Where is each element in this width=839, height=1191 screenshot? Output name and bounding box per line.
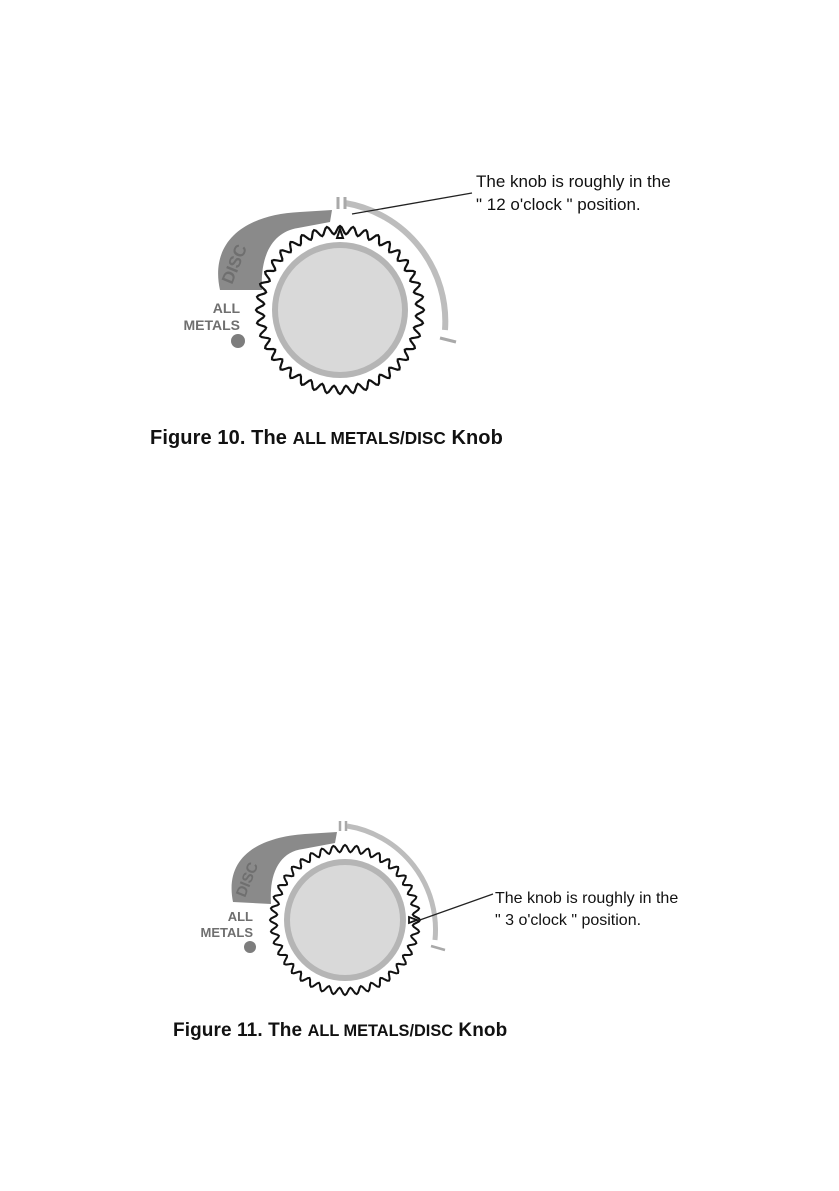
callout-leader xyxy=(352,193,472,214)
caption-prefix: Figure 10. The xyxy=(150,427,287,449)
figure-caption xyxy=(150,427,503,450)
knob-face xyxy=(278,248,402,372)
caption-prefix: Figure 11. The xyxy=(173,1020,303,1041)
caption-name: ALL METALS/DISC xyxy=(307,1022,453,1040)
all-metals-dot xyxy=(231,334,245,348)
disc-label: DISC xyxy=(232,859,263,900)
callout-line-2: " 3 o'clock " position. xyxy=(495,912,642,929)
knob[interactable] xyxy=(270,845,420,995)
metals-label: METALS xyxy=(183,317,240,333)
all-label: ALL xyxy=(227,909,253,924)
figure-10 xyxy=(0,0,839,520)
callout-text xyxy=(476,170,671,216)
callout-line-2: " 12 o'clock " position. xyxy=(476,195,641,214)
knob-diagram xyxy=(180,170,480,410)
scale-end-mark xyxy=(440,338,456,342)
all-label: ALL xyxy=(212,300,240,316)
caption-suffix: Knob xyxy=(458,1020,508,1041)
callout-text xyxy=(495,888,678,932)
figure-caption xyxy=(173,1020,507,1042)
callout-line-1: The knob is roughly in the xyxy=(495,890,679,907)
all-metals-dot xyxy=(244,941,256,953)
scale-end-mark xyxy=(431,946,445,950)
knob-face xyxy=(290,865,400,975)
metals-label: METALS xyxy=(200,925,253,940)
callout-line-1: The knob is roughly in the xyxy=(476,172,671,191)
disc-label: DISC xyxy=(218,241,251,287)
figure-11 xyxy=(0,780,839,1080)
knob[interactable] xyxy=(256,226,424,394)
caption-name: ALL METALS/DISC xyxy=(292,428,446,448)
caption-suffix: Knob xyxy=(451,427,503,449)
knob-diagram xyxy=(195,810,495,1010)
